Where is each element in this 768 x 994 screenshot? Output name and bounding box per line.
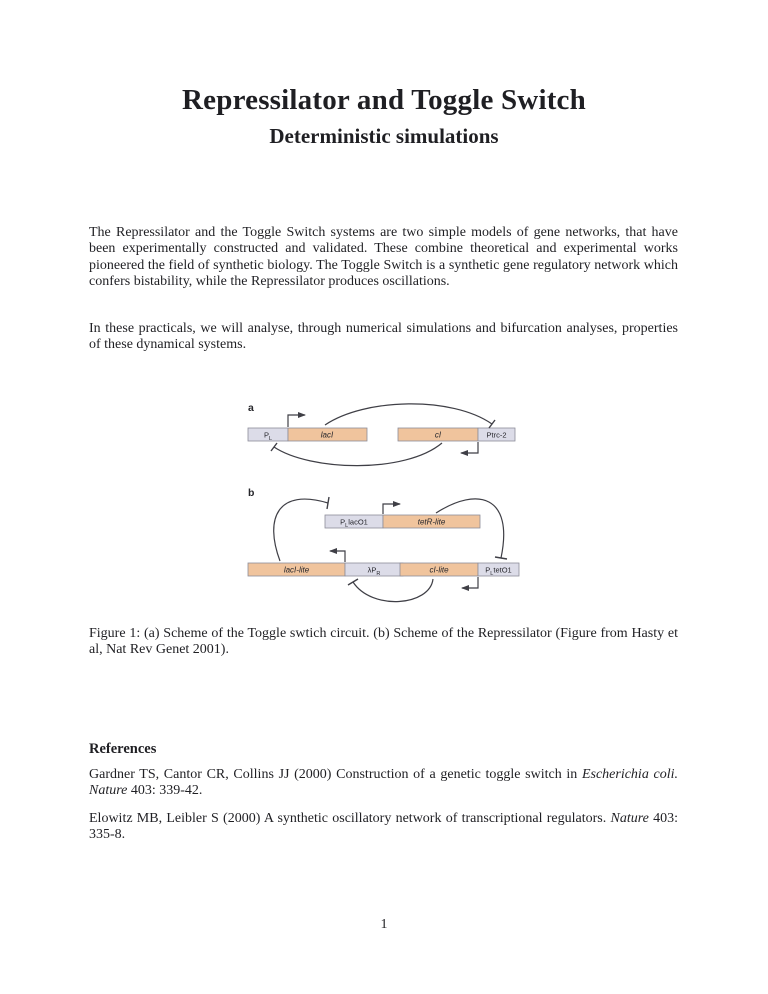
panel-b-transcription-arrow-left [330, 551, 345, 562]
figure-caption: Figure 1: (a) Scheme of the Toggle swtich circuit. (b) Scheme of the Repressilator (Figure from Hasty et al, Nat Rev Genet 2001). [89, 626, 678, 658]
figure-1 [240, 398, 540, 618]
panel-a-promoter-pl-label: $P_L$ [263, 430, 273, 442]
references-heading: References [89, 741, 157, 757]
panel-b-promoter-pllaco1-label: $P_LlacO1$ [340, 517, 368, 529]
panel-b-gene-tetr-label: tetR-lite [417, 517, 446, 527]
panel-b-repression-arc-left [274, 499, 328, 561]
gene-circuit-diagram [240, 398, 540, 618]
panel-a-repression-arc-bottom [274, 443, 442, 466]
panel-a-repression-tbar-bottom [271, 443, 277, 451]
panel-b-repression-tbar-right [495, 557, 507, 559]
panel-b-transcription-arrow-right [462, 577, 478, 588]
panel-b-label: b [248, 487, 255, 499]
page-subtitle: Deterministic simulations [269, 124, 499, 148]
reference-item-gardner [89, 767, 678, 800]
panel-a-promoter-ptrc2-label: Ptrc-2 [486, 430, 507, 440]
panel-a-gene-ci-label: cI [434, 430, 442, 440]
panel-b-repression-arc-right [436, 499, 504, 558]
ref-italic-journal: Nature [89, 783, 128, 799]
ref-text: Elowitz MB, Leibler S (2000) A synthetic oscillatory network of transcriptional regulators. [89, 811, 611, 826]
ref-text: 403: 339-42. [127, 783, 203, 799]
ref-italic-journal: Nature [610, 811, 649, 826]
ref-italic-species: Escherichia coli. [581, 767, 678, 782]
panel-a-repression-tbar-top [489, 420, 495, 428]
panel-a-transcription-arrow-left [461, 442, 478, 453]
panel-b-gene-laci-label: lacI-lite [283, 565, 310, 575]
panel-a-transcription-arrow-right [288, 415, 305, 427]
panel-b-promoter-lambdapr-label: $\lambda P_R$ [367, 565, 381, 577]
reference-item-elowitz [89, 811, 678, 844]
intro-paragraph: The Repressilator and the Toggle Switch systems are two simple models of gene networks, that have been experimentally constructed and validated. These combine theoretical and experimental works pioneered the field of synthetic biology. The Toggle Switch is a synthetic gene regulatory network which confers bistability, while the Repressilator produces oscillations. [89, 225, 678, 289]
ref-text: 403: 335-8. [89, 811, 679, 843]
panel-b-repression-tbar-left [327, 497, 329, 509]
page-title: Repressilator and Toggle Switch [182, 84, 586, 116]
practicals-paragraph: In these practicals, we will analyse, through numerical simulations and bifurcation analyses, properties of these dynamical systems. [89, 321, 678, 353]
panel-b-promoter-plteto1-label: $P_LtetO1$ [485, 565, 512, 577]
panel-b-gene-ci-label: cI-lite [429, 565, 449, 575]
panel-a-gene-laci-label: lacI [320, 430, 334, 440]
panel-b-repression-arc-bottom [353, 579, 433, 602]
panel-a-label: a [248, 402, 254, 414]
ref-text: Gardner TS, Cantor CR, Collins JJ (2000) Construction of a genetic toggle switch in [89, 767, 582, 782]
panel-b-repression-tbar-bottom [348, 579, 358, 585]
panel-b-transcription-arrow-top [383, 504, 400, 514]
page-number: 1 [380, 917, 388, 932]
panel-a-repression-arc-top [325, 404, 492, 425]
